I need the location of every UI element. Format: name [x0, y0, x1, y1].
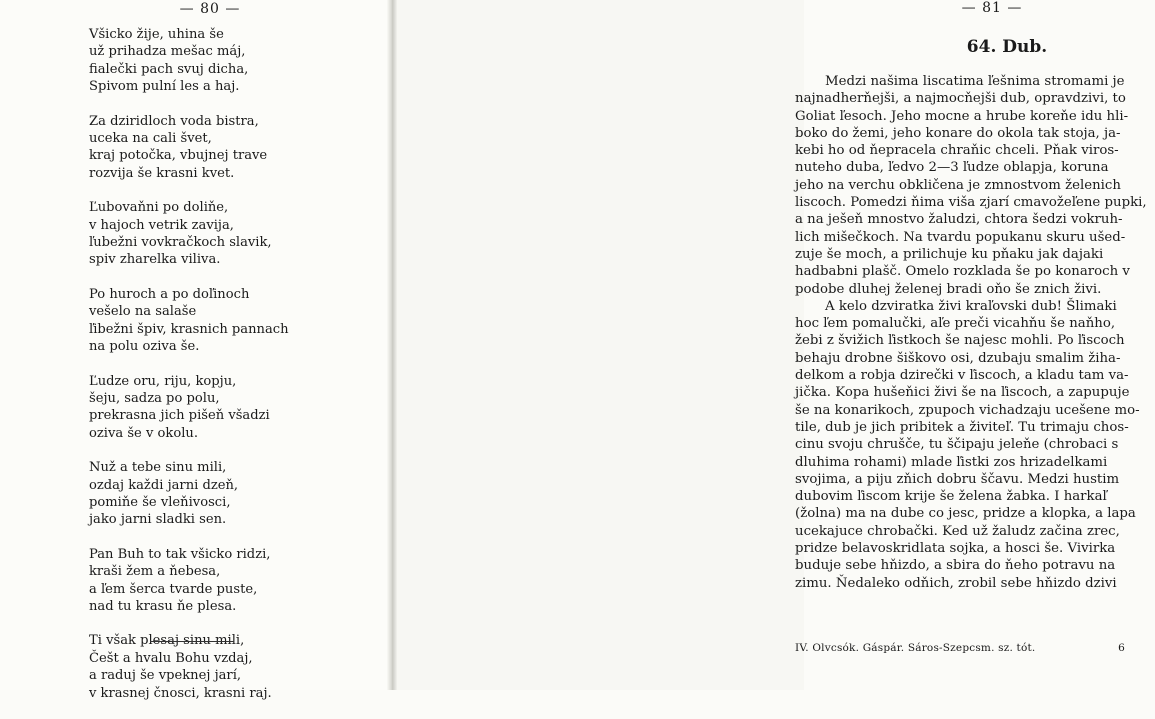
text-line: dubovim ľiscom krije še želena žabka. I harkaľ — [795, 489, 1107, 505]
text-line: dluhima rohami) mlade ľistki zos hrizadelkami — [795, 454, 1108, 470]
poem-stanza — [89, 26, 379, 96]
text-line: delkom a robja dzirečki v ľiscoch, a kladu tam va- — [795, 368, 1129, 384]
poem-line: Po huroch a po doľinoch — [89, 286, 250, 302]
page-number-right: — 81 — — [961, 0, 1023, 16]
poem-line: vešelo na salaše — [89, 304, 197, 320]
poem-line: a ľem šerca tvarde puste, — [89, 581, 258, 597]
book-gutter — [387, 0, 397, 690]
poem-line: už prihadza mešac máj, — [89, 44, 246, 60]
prose-text — [795, 73, 1155, 592]
text-line: hadbabni plašč. Omelo rozklada še po konaroch v — [795, 264, 1130, 280]
poem-stanza — [89, 113, 379, 183]
poem-line: rozvija še krasni kvet. — [89, 165, 235, 181]
poem-line: Všicko žije, uhina še — [89, 27, 224, 42]
text-line: tile, dub je jich pribitek a živiteľ. Tu trimaju chos- — [795, 419, 1129, 435]
poem-line: prekrasna jich pišeň všadzi — [89, 408, 270, 424]
poem-line: nad tu krasu ňe plesa. — [89, 598, 237, 614]
poem-line: kraj potočka, vbujnej trave — [89, 148, 268, 164]
text-line: zimu. Ňedaleko odňich, zrobil sebe hňizdo dzivi — [795, 575, 1117, 591]
poem-stanza — [89, 632, 379, 702]
text-line: cinu svoju chrušče, tu ščipaju jeleňe (chrobaci s — [795, 437, 1119, 453]
left-page — [0, 0, 392, 701]
poem-line: fialečki pach svuj dicha, — [89, 61, 249, 77]
poem-line: na polu oziva še. — [89, 339, 200, 355]
printer-signature: IV. Olvcsók. Gáspár. Sáros-Szepcsm. sz. tót. — [795, 642, 1036, 654]
text-line: nuteho duba, ľedvo 2—3 ľudze oblapja, koruna — [795, 160, 1109, 176]
poem-line: šeju, sadza po polu, — [89, 390, 220, 406]
text-line: ucekajuce chrobački. Ked už žaludz začina zrec, — [795, 523, 1120, 539]
poem-line: Pan Buh to tak všicko ridzi, — [89, 546, 271, 562]
poem-line: jako jarni sladki sen. — [89, 512, 227, 528]
poem-line: Ľubovaňni po doliňe, — [89, 200, 229, 216]
text-line: jeho na verchu obkličena je zmnostvom želenich — [795, 177, 1121, 193]
text-line: kebi ho od ňepracela chraňic chceli. Pňak viros- — [795, 143, 1119, 159]
poem-line: Spivom pulní les a haj. — [89, 79, 240, 95]
poem-line: v krasnej čnosci, krasni raj. — [89, 685, 272, 701]
poem-line: Nuž a tebe sinu mili, — [89, 460, 227, 476]
end-rule — [150, 641, 234, 642]
text-line: hoc ľem pomalučki, aľe preči vicahňu še naňho, — [795, 316, 1116, 332]
text-line: jička. Kopa hušeňici živi še na ľiscoch, a zapupuje — [795, 385, 1130, 401]
poem-stanza — [89, 199, 379, 269]
poem-line: ozdaj každi jarni dzeň, — [89, 477, 239, 493]
poem-line: spiv zharelka viliva. — [89, 252, 221, 268]
text-line: Goliat ľesoch. Jeho mocne a hrube koreňe idu hli- — [795, 108, 1129, 124]
poem-line: Ľudze oru, riju, kopju, — [89, 373, 237, 389]
poem-stanza — [89, 459, 379, 529]
poem-line: uceka na cali švet, — [89, 131, 212, 147]
poem-line: Za dziridloch voda bistra, — [89, 113, 259, 129]
poem — [89, 26, 379, 719]
poem-line: ľibežni špiv, krasnich pannach — [89, 321, 289, 337]
text-line: zuje še moch, a prilichuje ku pňaku jak dajaki — [795, 246, 1104, 262]
poem-line: oziva še v okolu. — [89, 425, 199, 441]
right-page — [392, 0, 1147, 690]
text-line: liscoch. Pomedzi ňima viša zjarí cmavožeľene pupki, — [795, 195, 1147, 211]
poem-line: v hajoch vetrik zavija, — [89, 217, 234, 233]
text-line: svojima, a piju zňich dobru ščavu. Medzi hustim — [795, 471, 1120, 487]
chapter-heading: 64. Dub. — [966, 37, 1048, 57]
signature-mark: 6 — [1118, 642, 1125, 654]
poem-stanza — [89, 286, 379, 356]
text-line: A kelo dzviratka živi kraľovski dub! Šlimaki — [825, 298, 1117, 314]
poem-stanza — [89, 373, 379, 443]
poem-line: a raduj še vpeknej jarí, — [89, 668, 242, 684]
poem-line: Češt a hvalu Bohu vzdaj, — [89, 650, 253, 666]
page-number-left: — 80 — — [179, 1, 241, 17]
text-line: žebi z švižich ľistkoch še najesc mohli. Po ľiscoch — [795, 333, 1125, 349]
text-line: pridze belavoskridlata sojka, a hosci še. Vivirka — [795, 541, 1116, 557]
poem-line: pomiňe še vleňivosci, — [89, 494, 231, 510]
text-line: a na ješeň mnostvo žaludzi, chtora šedzi vokruh- — [795, 212, 1123, 228]
text-line: podobe dluhej želenej bradi oňo še znich živi. — [795, 281, 1102, 297]
text-line: lich mišečkoch. Na tvardu popukanu skuru ušed- — [795, 229, 1126, 245]
poem-stanza — [89, 546, 379, 616]
text-line: behaju drobne šiškovo osi, dzubaju smalim žiha- — [795, 350, 1121, 366]
text-line: najnadherňejši, a najmocňejši dub, opravdzivi, to — [795, 91, 1126, 107]
text-line: še na konarikoch, zpupoch vichadzaju ucešene mo- — [795, 402, 1140, 418]
text-line: buduje sebe hňizdo, a sbira do ňeho potravu na — [795, 558, 1116, 574]
poem-line: kraši žem a ňebesa, — [89, 564, 221, 580]
text-line: (žolna) ma na dube co jesc, pridze a klopka, a lapa — [795, 506, 1136, 522]
text-line: boko do žemi, jeho konare do okola tak stoja, ja- — [795, 125, 1121, 141]
poem-line: ľubežni vovkračkoch slavik, — [89, 235, 272, 251]
text-line: Medzi našima liscatima ľešnima stromami je — [825, 74, 1125, 89]
poem-line: Ti však plesaj sinu mili, — [89, 633, 245, 649]
